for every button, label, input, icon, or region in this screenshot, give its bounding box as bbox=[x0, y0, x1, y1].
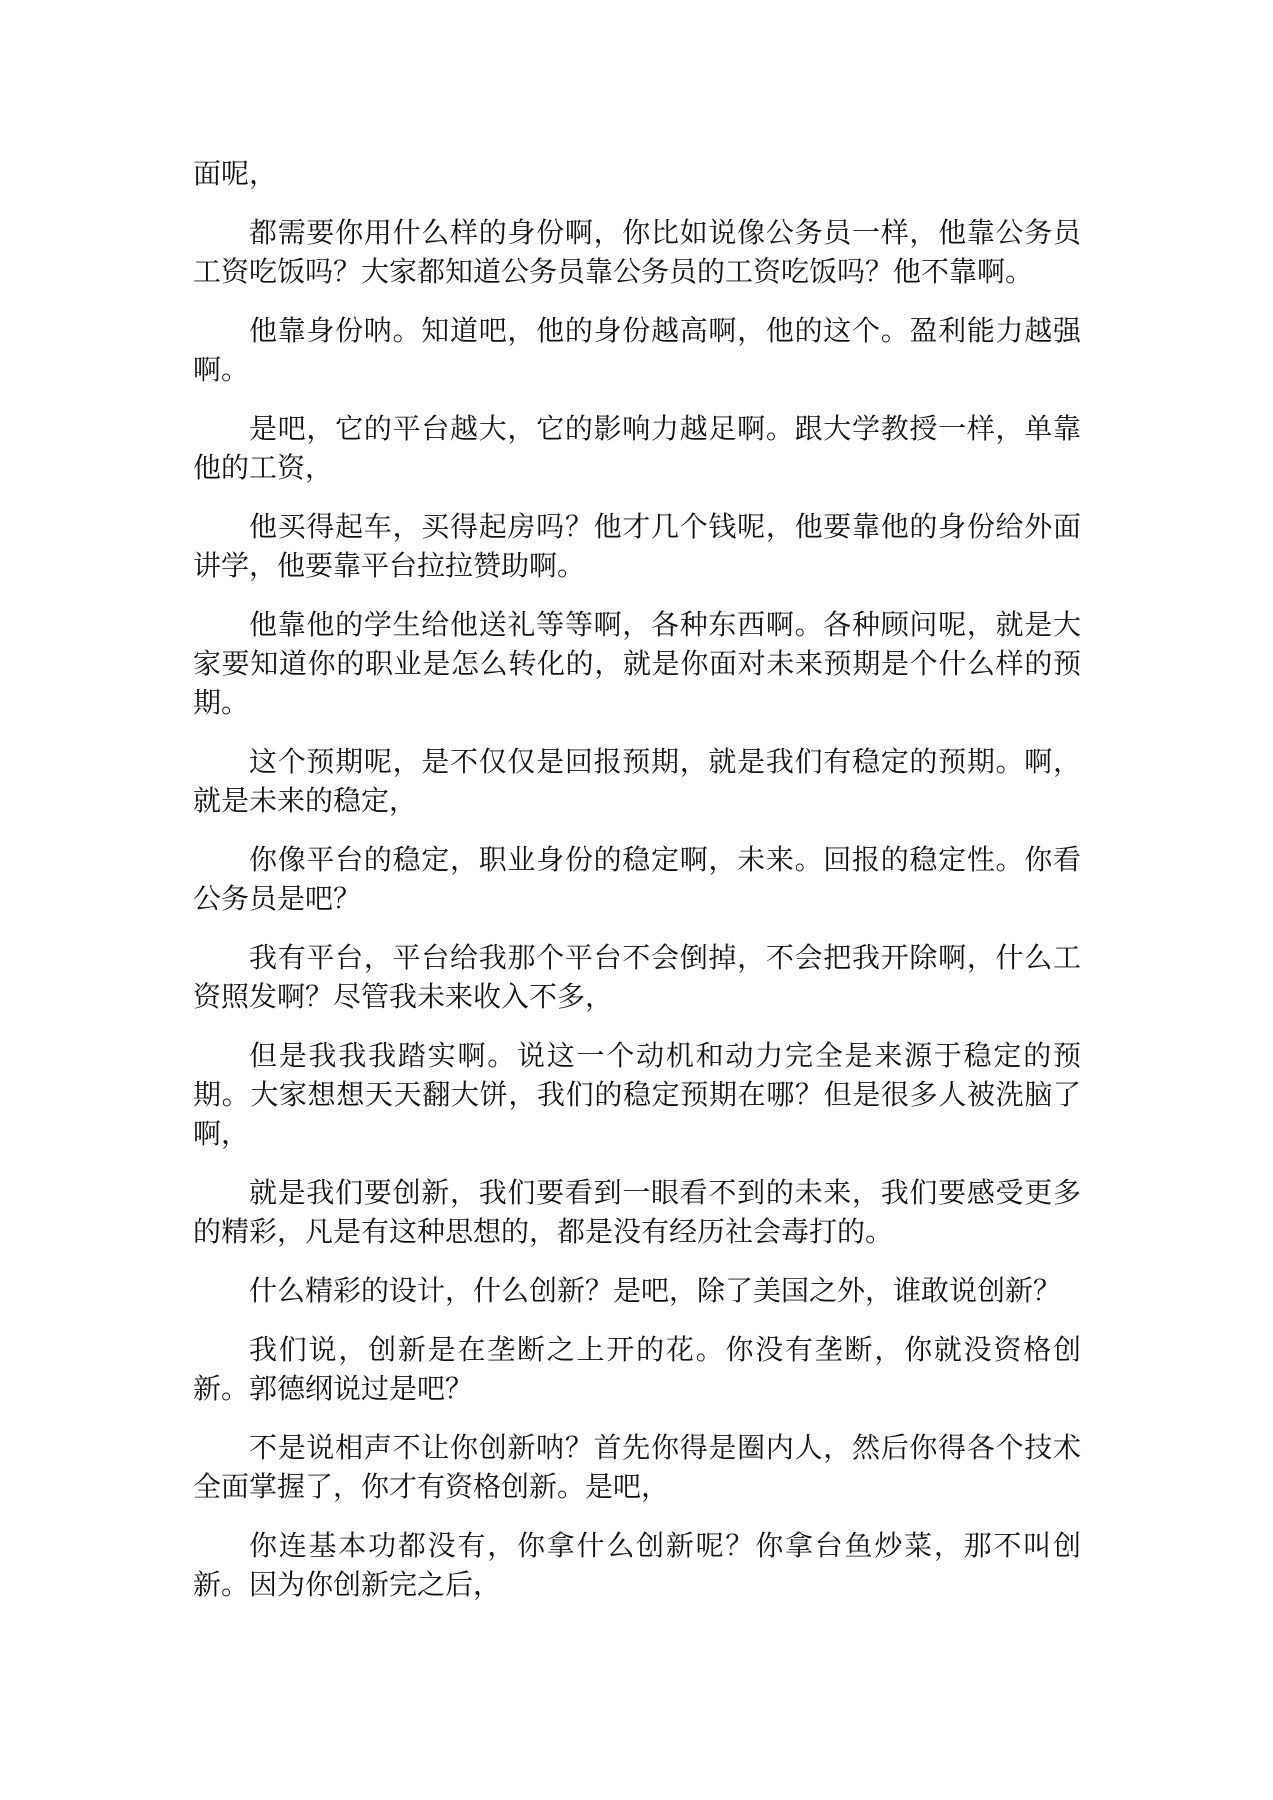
paragraph: 但是我我我踏实啊。说这一个动机和动力完全是来源于稳定的预期。大家想想天天翻大饼，我们的稳定预期在哪？但是很多人被洗脑了啊， bbox=[193, 1039, 1081, 1150]
paragraph: 就是我们要创新，我们要看到一眼看不到的未来，我们要感受更多的精彩，凡是有这种思想的，都是没有经历社会毒打的。 bbox=[193, 1176, 1081, 1248]
paragraph: 他靠身份呐。知道吧，他的身份越高啊，他的这个。盈利能力越强啊。 bbox=[193, 314, 1081, 386]
paragraph: 面呢， bbox=[193, 157, 278, 190]
paragraph: 你连基本功都没有，你拿什么创新呢？你拿台鱼炒菜，那不叫创新。因为你创新完之后， bbox=[193, 1529, 1081, 1601]
paragraph: 你像平台的稳定，职业身份的稳定啊，未来。回报的稳定性。你看公务员是吧？ bbox=[193, 843, 1081, 915]
paragraph: 我有平台，平台给我那个平台不会倒掉，不会把我开除啊，什么工资照发啊？尽管我未来收入不多， bbox=[193, 941, 1081, 1013]
paragraph: 什么精彩的设计，什么创新？是吧，除了美国之外，谁敢说创新？ bbox=[249, 1274, 1062, 1307]
paragraph: 我们说，创新是在垄断之上开的花。你没有垄断，你就没资格创新。郭德纲说过是吧？ bbox=[193, 1333, 1081, 1405]
paragraph: 是吧，它的平台越大，它的影响力越足啊。跟大学教授一样，单靠他的工资， bbox=[193, 412, 1081, 484]
paragraph: 他靠他的学生给他送礼等等啊，各种东西啊。各种顾问呢，就是大家要知道你的职业是怎么转化的，就是你面对未来预期是个什么样的预期。 bbox=[193, 608, 1081, 719]
paragraph: 不是说相声不让你创新呐？首先你得是圈内人，然后你得各个技术全面掌握了，你才有资格创新。是吧， bbox=[193, 1431, 1081, 1503]
paragraph: 这个预期呢，是不仅仅是回报预期，就是我们有稳定的预期。啊，就是未来的稳定， bbox=[193, 745, 1081, 817]
document-body bbox=[193, 154, 1081, 1624]
paragraph: 他买得起车，买得起房吗？他才几个钱呢，他要靠他的身份给外面讲学，他要靠平台拉拉赞助啊。 bbox=[193, 510, 1081, 582]
paragraph: 都需要你用什么样的身份啊，你比如说像公务员一样，他靠公务员工资吃饭吗？大家都知道公务员靠公务员的工资吃饭吗？他不靠啊。 bbox=[193, 216, 1081, 288]
